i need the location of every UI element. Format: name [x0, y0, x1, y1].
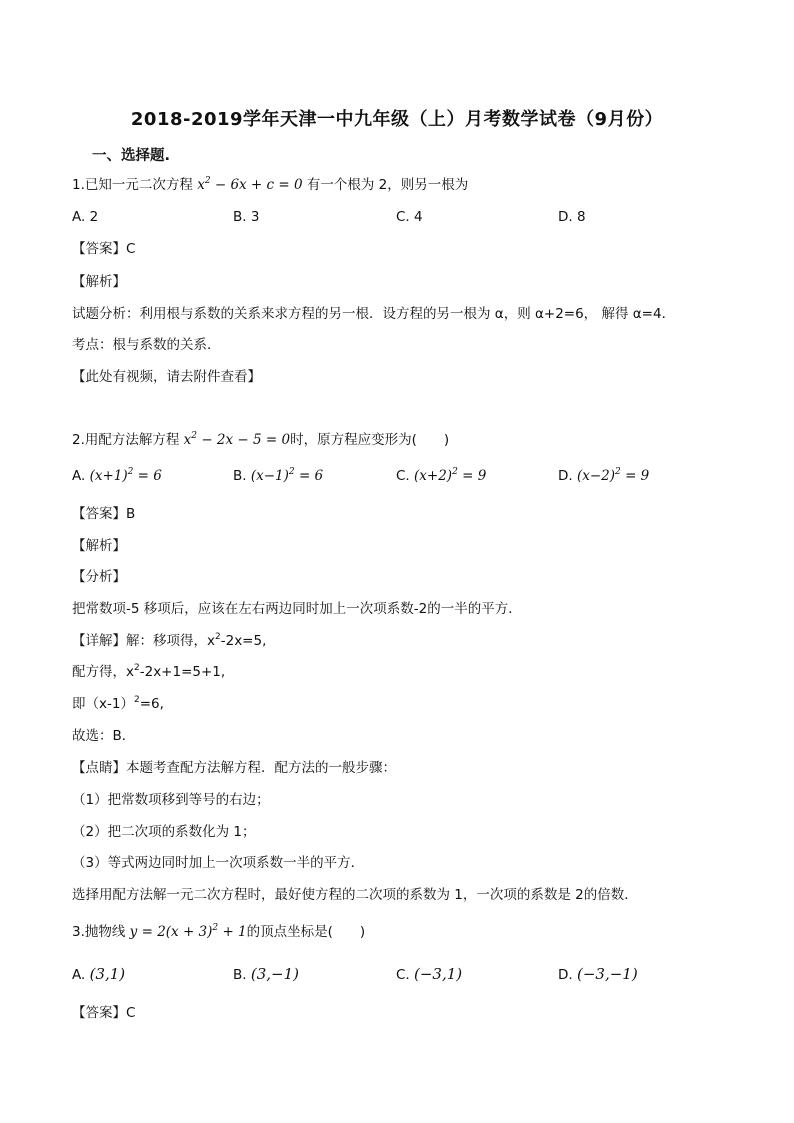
q3-option-d-value: (−3,−1): [576, 965, 638, 983]
q2-conclusion: 选择用配方法解一元二次方程时，最好使方程的二次项的系数为 1，一次项的系数是 2的倍数．: [72, 887, 638, 903]
q2-detail-step3: [72, 694, 164, 714]
q3-option-b: [233, 964, 299, 985]
q2-c-rest: = 9: [457, 468, 487, 484]
q1-analysis-text: 试题分析：利用根与系数的关系来求方程的另一根．设方程的另一根为 α，则 α+2=6， 解得 α=4．: [72, 306, 676, 322]
q2-eq-a: x: [183, 432, 192, 448]
question-1-stem: [72, 175, 468, 195]
q2-option-c-expr: [414, 468, 486, 484]
q2-a-exp: 2: [127, 467, 134, 477]
q3-option-c-value: (−3,1): [414, 965, 463, 983]
question-2-stem: [72, 430, 449, 450]
q2-a-rest: = 6: [133, 468, 162, 484]
q2-d-rest: = 9: [620, 468, 650, 484]
q2-b-exp: 2: [288, 467, 295, 477]
q3-answer: 【答案】C: [72, 1005, 136, 1021]
q2-step3-exp: 2: [133, 695, 140, 705]
question-1-equation: [197, 177, 302, 193]
q3-option-b-value: (3,−1): [250, 965, 299, 983]
q1-eq-exp: 2: [204, 176, 211, 186]
q2-step2-exp: 2: [134, 663, 140, 673]
q2-option-c: [396, 466, 486, 486]
q1-kaodian: 考点：根与系数的关系．: [72, 337, 221, 353]
q2-answer: 【答案】B: [72, 506, 136, 522]
q2-choose: 故选：B．: [72, 728, 136, 744]
q3-option-d-label: D.: [558, 967, 573, 983]
q2-step-2: （2）把二次项的系数化为 1；: [72, 824, 256, 840]
q2-c-exp: 2: [452, 467, 458, 477]
q2-step2-prefix: 配方得，x: [72, 664, 134, 680]
section-heading: 一、选择题.: [92, 148, 171, 164]
q3-option-c: [396, 964, 462, 985]
q2-detail-step1: [72, 631, 266, 651]
q1-option-c: C. 4: [396, 209, 423, 225]
q1-video-note: 【此处有视频，请去附件查看】: [72, 369, 261, 385]
q2-d-exp: 2: [615, 467, 621, 477]
q2-a-base: (x+1): [89, 468, 128, 484]
question-3-stem-suffix: 的顶点坐标是( ): [246, 924, 366, 940]
question-2-equation: [184, 432, 290, 448]
q1-analysis-header: 【解析】: [72, 274, 126, 290]
q2-dianjing: 【点睛】本题考查配方法解方程．配方法的一般步骤：: [72, 760, 396, 776]
q2-option-a-label: A.: [72, 468, 86, 484]
q2-detail-step2: [72, 662, 225, 682]
q2-option-d: [558, 466, 649, 486]
q3-eq-b: + 1: [218, 924, 247, 940]
question-3-stem-prefix: 3.抛物线: [72, 924, 130, 940]
q3-eq-exp: 2: [212, 923, 219, 933]
q2-option-d-expr: [577, 468, 649, 484]
q1-option-b: B. 3: [233, 209, 260, 225]
q2-step-1: （1）把常数项移到等号的右边；: [72, 792, 270, 808]
page-title: 2018-2019学年天津一中九年级（上）月考数学试卷（9月份）: [130, 109, 664, 130]
q3-option-a-value: (3,1): [89, 965, 126, 983]
q1-option-a: A. 2: [72, 209, 99, 225]
question-2-stem-prefix: 2.用配方法解方程: [72, 432, 184, 448]
question-3-equation: [130, 924, 247, 940]
question-2-stem-suffix: 时，原方程应变形为( ): [290, 432, 450, 448]
q2-option-a-expr: [90, 468, 162, 484]
q2-detail-prefix: 【详解】解：移项得，x: [72, 633, 215, 649]
q1-eq-b: − 6x + c = 0: [210, 177, 303, 193]
q2-fenxi-text: 把常数项-5 移项后，应该在左右两边同时加上一次项系数-2的一半的平方．: [72, 601, 522, 617]
q2-eq-exp: 2: [191, 431, 198, 441]
q2-d-base: (x−2): [576, 468, 616, 484]
q1-eq-a: x: [197, 177, 205, 193]
q3-option-b-label: B.: [233, 967, 247, 983]
question-1-stem-suffix: 有一个根为 2，则另一根为: [306, 177, 469, 193]
q1-option-d: D. 8: [558, 209, 586, 225]
q2-detail-rest: -2x=5,: [220, 633, 267, 649]
q2-option-b-expr: [251, 468, 323, 484]
q2-c-base: (x+2): [414, 468, 453, 484]
q2-b-rest: = 6: [294, 468, 324, 484]
q2-step-3: （3）等式两边同时加上一次项系数一半的平方．: [72, 855, 365, 871]
q2-option-d-label: D.: [558, 468, 573, 484]
q2-option-c-label: C.: [396, 468, 410, 484]
q3-option-a: [72, 964, 125, 985]
q2-eq-b: − 2x − 5 = 0: [197, 432, 291, 448]
q2-option-a: [72, 466, 162, 486]
q2-step3-rest: =6,: [139, 696, 164, 712]
question-3-stem: [72, 922, 365, 942]
q3-option-c-label: C.: [396, 967, 410, 983]
q2-detail-exp: 2: [215, 632, 221, 642]
q3-option-d: [558, 964, 638, 985]
q2-option-b: [233, 466, 323, 486]
q2-b-base: (x−1): [250, 468, 289, 484]
q2-analysis-header: 【解析】: [72, 538, 126, 554]
q3-option-a-label: A.: [72, 967, 86, 983]
q2-fenxi-header: 【分析】: [72, 569, 126, 585]
q2-option-b-label: B.: [233, 468, 247, 484]
q2-step2-rest: -2x+1=5+1,: [139, 664, 226, 680]
q3-eq-a: y = 2(x + 3): [129, 924, 213, 940]
question-1-stem-prefix: 1.已知一元二次方程: [72, 177, 193, 193]
q1-answer: 【答案】C: [72, 241, 136, 257]
q2-step3-prefix: 即（x-1）: [72, 696, 134, 712]
